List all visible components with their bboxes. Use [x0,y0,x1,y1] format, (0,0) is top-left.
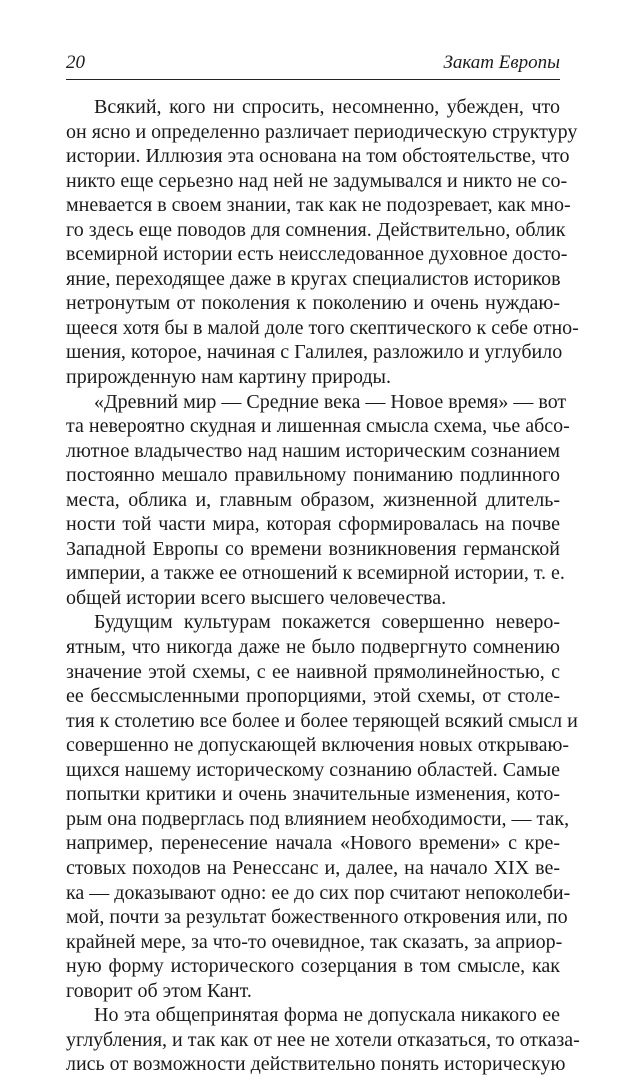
text-line: ную форму исторического созерцания в том смысле, как [66,955,560,978]
text-line: он ясно и определенно различает периодическую структуру [66,120,578,143]
book-title: Закат Европы [443,52,560,73]
text-line: прирожденную нам картину природы. [66,366,391,389]
text-line: империи, а также ее отношений к всемирной истории, т. е. [66,562,565,585]
text-line: стовых походов на Ренессанс и, далее, на начало XIX ве- [66,856,560,879]
text-line: Будущим культурам покажется совершенно невеpo- [94,611,560,634]
text-line: постоянно мешало правильному пониманию подлинного [66,464,560,487]
text-line: лютное владычество над нашим историческим сознанием [66,439,560,462]
text-line: ности той части мира, которая сформировалась на почве [66,513,560,536]
text-line: углубления, и так как от нее не хотели отказаться, то отказа- [66,1028,580,1051]
text-line: Всякий, кого ни спросить, несомненно, убежден, что [94,96,560,118]
text-line: например, перенесение начала «Нового времени» с кре- [66,832,560,855]
text-line: тия к столетию все более и более теряющей всякий смысл и [66,709,578,732]
page-number: 20 [66,52,85,73]
text-line: крайней мере, за что-то очевидное, так сказать, за априор- [66,930,563,953]
text-line: шения, которое, начиная с Галилея, разложило и углубило [66,341,563,364]
text-line: нетронутым от поколения к поколению и очень нуждаю- [66,292,560,315]
text-line: ятным, что никогда даже не было подвергнуто сомнению [66,636,560,659]
text-line: мневается в своем знании, так как не подозревает, как мно- [66,194,571,217]
text-line: истории. Иллюзия эта основана на том обстоятельстве, что [66,145,570,168]
text-line: попытки критики и очень значительные изменения, кото- [66,783,560,806]
header-rule [66,79,560,80]
text-line: значение этой схемы, с ее наивной прямолинейностью, с [66,660,560,683]
body-text [66,95,580,1077]
text-line: общей истории всего высшего человечества. [66,586,447,609]
running-header [66,52,560,74]
text-line: всемирной истории есть неисследованное духовное досто- [66,243,568,266]
text-line: никто еще серьезно над ней не задумывался и никто не со- [66,169,568,192]
text-line: ее бессмысленными пропорциями, этой схемы, от столе- [66,685,560,708]
text-line: яние, переходящее даже в кругах специалистов историков [66,267,561,290]
text-line: го здесь еще поводов для сомнения. Действительно, облик [66,218,566,241]
text-line: Но эта общепринятая форма не допускала никакого ее [94,1004,560,1027]
text-line: щихся нашему историческому сознанию областей. Самые [66,758,560,781]
text-line: рым она подверглась под влиянием необходимости, — так, [66,807,570,830]
text-line: лись от возможности действительно понять историческую [66,1053,566,1076]
text-line: места, облика и, главным образом, жизненной длитель- [66,488,560,511]
text-line: совершенно не допускающей включения новых открываю- [66,734,570,757]
text-line: ка — доказывают одно: ее до сих пор считают непоколеби- [66,881,571,904]
text-line: Западной Европы со времени возникновения германской [66,537,560,560]
text-line: щееся хотя бы в малой доле того скептического к себе отно- [66,316,579,339]
text-line: та невероятно скудная и лишенная смысла схема, чье абсо- [66,415,570,438]
text-line: мой, почти за результат божественного откровения или, по [66,906,568,929]
text-line: говорит об этом Кант. [66,979,252,1002]
text-line: «Древний мир — Средние века — Новое время» — вот [94,390,567,413]
